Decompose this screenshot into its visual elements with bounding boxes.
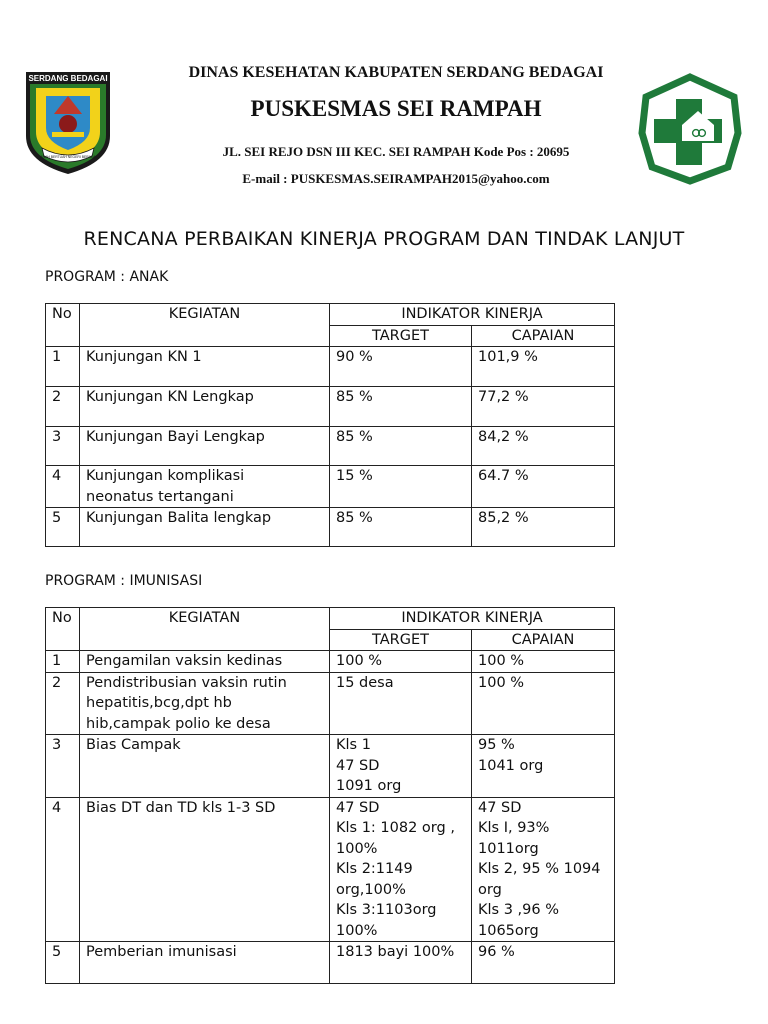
logo-left-top-text: SERDANG BEDAGAI <box>28 74 108 83</box>
row-no-cell: 3 <box>46 427 80 466</box>
row-kegiatan-line: Kunjungan Balita lengkap <box>86 510 272 526</box>
row-capaian-line: 96 % <box>478 944 515 960</box>
row-target-cell <box>330 735 472 798</box>
header-target: TARGET <box>330 325 472 347</box>
row-kegiatan-cell <box>80 735 330 798</box>
row-target-cell <box>330 797 472 942</box>
row-kegiatan-line: Bias Campak <box>86 737 181 753</box>
row-kegiatan-cell <box>80 387 330 427</box>
logo-left-motto-text: TANAH BERTUAH NEGERI BERADAT <box>38 155 98 159</box>
table-row <box>46 672 615 735</box>
row-capaian-line: 100 % <box>478 653 525 669</box>
address-line: JL. SEI REJO DSN III KEC. SEI RAMPAH Kode Pos : 20695 <box>222 144 570 159</box>
row-target-line: 85 % <box>336 389 373 405</box>
row-target-line: 100% <box>336 922 378 939</box>
row-kegiatan-line: Kunjungan komplikasi <box>86 468 245 484</box>
row-capaian-cell <box>472 387 615 427</box>
header-kegiatan: KEGIATAN <box>80 608 330 651</box>
row-target-line: org,100% <box>336 881 406 898</box>
program-imunisasi-table <box>45 607 615 984</box>
row-no-cell: 5 <box>46 942 80 984</box>
row-target-line: 1813 bayi 100% <box>336 944 455 960</box>
row-target-cell <box>330 672 472 735</box>
table-header-row <box>46 304 615 326</box>
header-kegiatan: KEGIATAN <box>80 304 330 347</box>
program-anak-table-body <box>46 304 615 547</box>
table-header-row <box>46 608 615 630</box>
row-kegiatan-cell <box>80 347 330 387</box>
row-capaian-cell <box>472 508 615 547</box>
row-no-cell: 4 <box>46 797 80 942</box>
row-target-line: Kls 3:1103org <box>336 902 437 918</box>
row-target-line: 1091 org <box>336 778 402 794</box>
row-capaian-line: 64.7 % <box>478 468 529 484</box>
table-row <box>46 735 615 798</box>
table-row <box>46 797 615 942</box>
table-row <box>46 942 615 984</box>
row-target-line: 15 desa <box>336 674 394 691</box>
program-imunisasi-label: PROGRAM : IMUNISASI <box>45 573 203 589</box>
puskesmas-heading: PUSKESMAS SEI RAMPAH <box>250 96 542 121</box>
dinas-heading: DINAS KESEHATAN KABUPATEN SERDANG BEDAGAI <box>188 64 604 81</box>
row-target-line: 90 % <box>336 349 373 365</box>
header-capaian: CAPAIAN <box>472 325 615 347</box>
row-capaian-line: Kls 2, 95 % 1094 <box>478 861 601 877</box>
row-kegiatan-cell <box>80 508 330 547</box>
row-capaian-line: 101,9 % <box>478 349 538 365</box>
row-capaian-line: 1011org <box>478 840 539 857</box>
row-capaian-line: 47 SD <box>478 799 522 816</box>
puskesmas-logo <box>638 73 743 185</box>
row-kegiatan-cell <box>80 427 330 466</box>
row-target-line: 85 % <box>336 429 373 445</box>
row-no-cell: 2 <box>46 672 80 735</box>
row-target-line: Kls 2:1149 <box>336 861 413 877</box>
row-no-cell: 1 <box>46 347 80 387</box>
row-capaian-line: Kls 3 ,96 % <box>478 902 559 918</box>
row-target-cell <box>330 942 472 984</box>
row-kegiatan-cell <box>80 797 330 942</box>
row-kegiatan-cell <box>80 942 330 984</box>
row-target-line: Kls 1 <box>336 737 371 753</box>
row-kegiatan-line: hepatitis,bcg,dpt hb <box>86 695 232 711</box>
row-no-cell: 1 <box>46 651 80 673</box>
row-kegiatan-line: Kunjungan KN Lengkap <box>86 389 254 405</box>
row-no-cell: 3 <box>46 735 80 798</box>
row-capaian-line: 95 % <box>478 737 515 753</box>
row-target-cell <box>330 651 472 673</box>
row-capaian-line: 1065org <box>478 922 539 939</box>
row-capaian-cell <box>472 427 615 466</box>
row-capaian-cell <box>472 797 615 942</box>
row-kegiatan-line: Bias DT dan TD kls 1-3 SD <box>86 799 276 816</box>
row-target-line: 15 % <box>336 468 373 484</box>
row-kegiatan-cell <box>80 672 330 735</box>
row-capaian-line: 85,2 % <box>478 510 529 526</box>
document-title: RENCANA PERBAIKAN KINERJA PROGRAM DAN TINDAK LANJUT <box>83 228 685 250</box>
row-target-cell <box>330 387 472 427</box>
row-capaian-line: Kls I, 93% <box>478 820 550 836</box>
row-kegiatan-line: Pemberian imunisasi <box>86 944 237 960</box>
row-no-cell: 2 <box>46 387 80 427</box>
row-target-cell <box>330 427 472 466</box>
row-capaian-cell <box>472 735 615 798</box>
serdang-bedagai-logo <box>22 66 114 178</box>
table-row <box>46 508 615 547</box>
table-row <box>46 651 615 673</box>
row-capaian-cell <box>472 466 615 508</box>
row-kegiatan-cell <box>80 466 330 508</box>
row-capaian-line: 1041 org <box>478 757 544 774</box>
header-capaian: CAPAIAN <box>472 629 615 651</box>
email-line: E-mail : PUSKESMAS.SEIRAMPAH2015@yahoo.com <box>242 171 550 186</box>
header-indikator: INDIKATOR KINERJA <box>330 304 615 326</box>
table-row <box>46 466 615 508</box>
row-capaian-line: 84,2 % <box>478 429 529 445</box>
header-indikator: INDIKATOR KINERJA <box>330 608 615 630</box>
row-target-line: 100% <box>336 840 378 857</box>
row-capaian-line: org <box>478 881 502 898</box>
row-capaian-line: 77,2 % <box>478 389 529 405</box>
header-no: No <box>46 304 80 347</box>
row-target-line: 85 % <box>336 510 373 526</box>
row-target-cell <box>330 466 472 508</box>
row-target-line: 47 SD <box>336 799 380 816</box>
row-kegiatan-line: Pendistribusian vaksin rutin <box>86 674 287 691</box>
row-capaian-cell <box>472 651 615 673</box>
row-target-line: Kls 1: 1082 org , <box>336 820 455 836</box>
row-no-cell: 5 <box>46 508 80 547</box>
row-no-cell: 4 <box>46 466 80 508</box>
row-capaian-cell <box>472 942 615 984</box>
program-imunisasi-table-body <box>46 608 615 984</box>
row-kegiatan-line: hib,campak polio ke desa <box>86 715 271 732</box>
row-capaian-cell <box>472 672 615 735</box>
row-kegiatan-line: Kunjungan Bayi Lengkap <box>86 429 265 445</box>
row-target-line: 47 SD <box>336 757 380 774</box>
program-anak-table <box>45 303 615 547</box>
row-kegiatan-cell <box>80 651 330 673</box>
row-target-cell <box>330 508 472 547</box>
program-anak-label: PROGRAM : ANAK <box>45 269 169 285</box>
table-row <box>46 427 615 466</box>
table-row <box>46 387 615 427</box>
row-target-line: 100 % <box>336 653 383 669</box>
table-row <box>46 347 615 387</box>
row-kegiatan-line: Pengamilan vaksin kedinas <box>86 653 283 669</box>
row-capaian-line: 100 % <box>478 674 525 691</box>
header-no: No <box>46 608 80 651</box>
header-target: TARGET <box>330 629 472 651</box>
row-capaian-cell <box>472 347 615 387</box>
row-kegiatan-line: Kunjungan KN 1 <box>86 349 202 365</box>
row-target-cell <box>330 347 472 387</box>
row-kegiatan-line: neonatus tertangani <box>86 488 234 505</box>
